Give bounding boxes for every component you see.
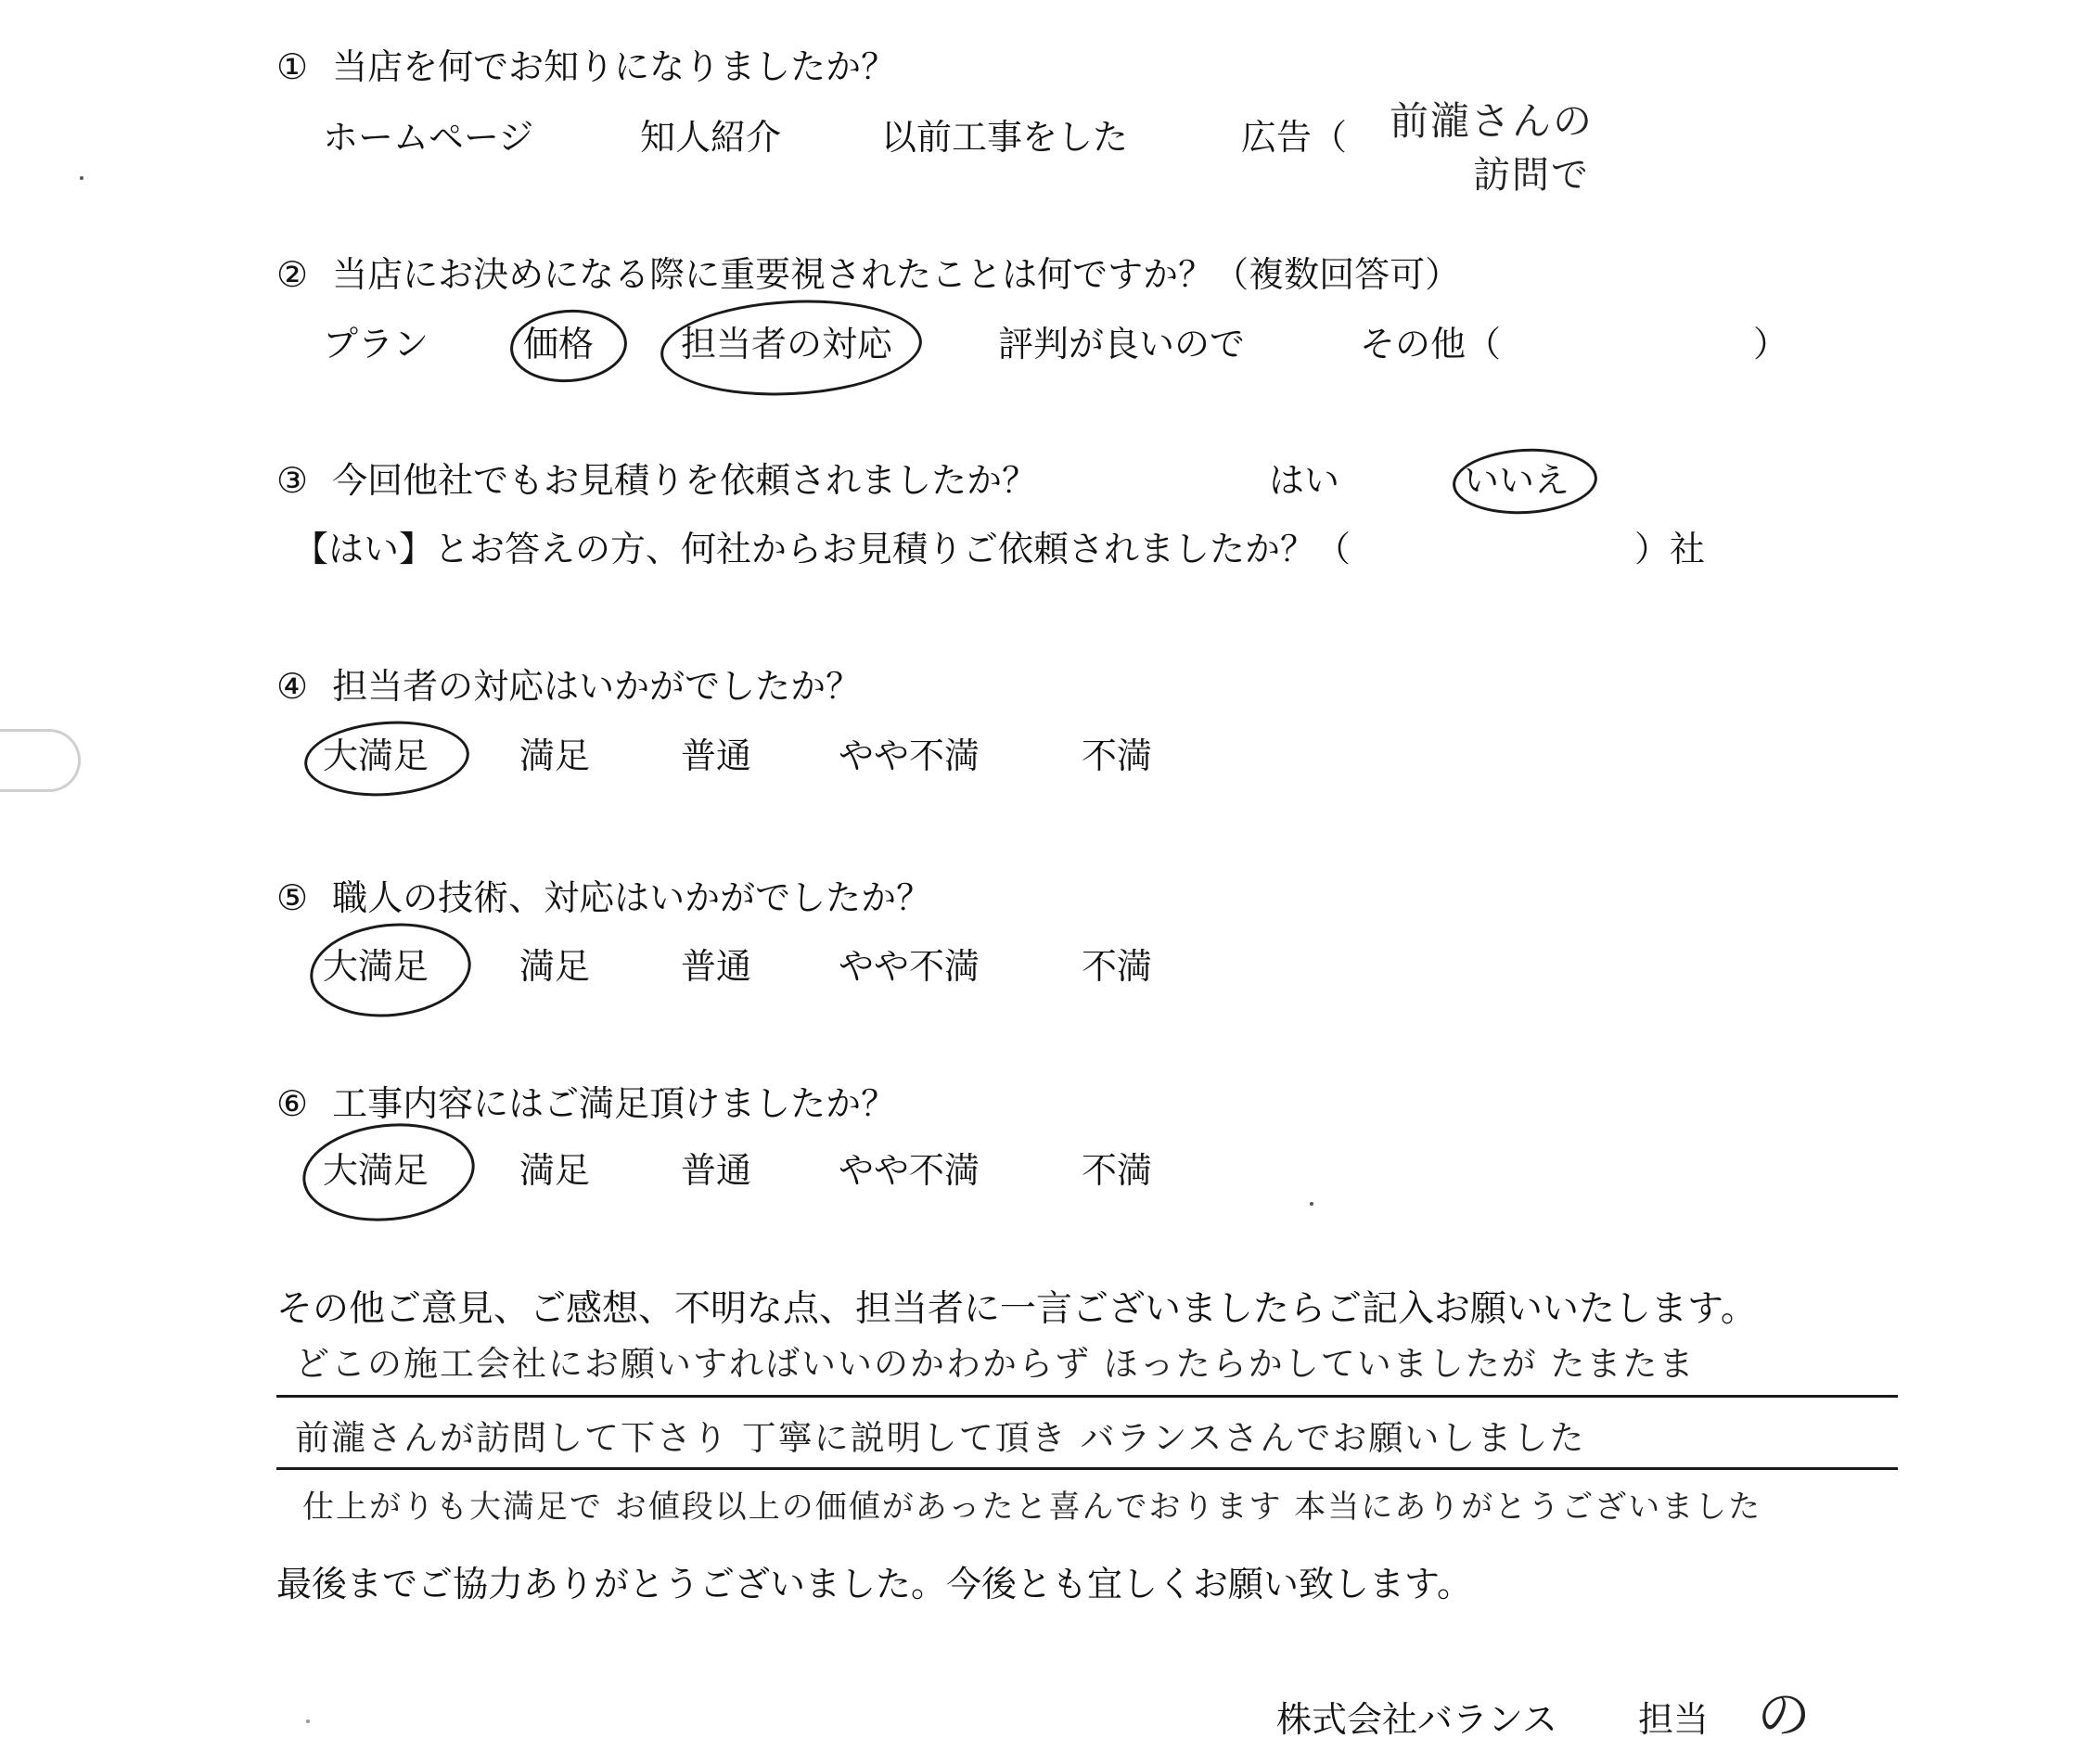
closing-message: 最後までご協力ありがとうございました。今後とも宜しくお願い致します。 [276, 1564, 1472, 1604]
q1-option-advertisement[interactable]: 広告（ [1241, 117, 1348, 158]
q6-option-somewhat-dissatisfied[interactable]: やや不満 [839, 1150, 980, 1191]
q1-option-homepage[interactable]: ホームページ [323, 117, 534, 158]
comment-line-1[interactable]: どこの施工会社にお願いすればいいのかわからず ほったらかしていましたが たまたま [295, 1344, 1696, 1384]
q6-text: 工事内容にはご満足頂けましたか？ [332, 1083, 897, 1124]
q3-number: ③ [276, 460, 309, 501]
q5-heading [276, 876, 931, 920]
q5-option-satisfied[interactable]: 満足 [519, 946, 591, 987]
q5-number: ⑤ [276, 877, 309, 918]
q6-option-very-satisfied[interactable]: 大満足 [323, 1150, 429, 1191]
q2-option-price[interactable]: 価格 [523, 324, 595, 364]
comments-prompt: その他ご意見、ご感想、不明な点、担当者に一言ございましたらご記入お願いいたします。 [276, 1288, 1757, 1330]
q2-text: 当店にお決めになる際に重要視されたことは何ですか？（複数回答可） [332, 254, 1461, 295]
comment-line-3[interactable]: 仕上がりも大満足で お値段以上の価値があったと喜んでおります 本当にありがとうございました [302, 1489, 1762, 1526]
q1-handwritten-line1: 前瀧さんの [1390, 98, 1595, 144]
q6-option-dissatisfied[interactable]: 不満 [1082, 1150, 1153, 1191]
q3-heading [276, 458, 1037, 503]
q4-number: ④ [276, 666, 309, 707]
q1-number: ① [276, 46, 309, 87]
scan-speck [306, 1719, 310, 1723]
q1-option-previous-work[interactable]: 以前工事をした [881, 117, 1129, 158]
q2-option-staff[interactable]: 担当者の対応 [681, 324, 893, 364]
q2-option-other[interactable]: その他（ [1360, 324, 1502, 364]
comment-line-2[interactable]: 前瀧さんが訪問して下さり 丁寧に説明して頂き バランスさんでお願いしました [295, 1418, 1586, 1458]
comment-rule-2 [276, 1467, 1898, 1470]
q2-heading [276, 252, 1460, 297]
q1-heading [276, 45, 896, 89]
scan-speck [1310, 1202, 1313, 1206]
q3-option-no[interactable]: いいえ [1464, 460, 1570, 501]
q4-text: 担当者の対応はいかがでしたか？ [332, 666, 862, 707]
q4-option-dissatisfied[interactable]: 不満 [1082, 735, 1153, 776]
q5-option-dissatisfied[interactable]: 不満 [1082, 946, 1153, 987]
staff-signature: の [1757, 1683, 1813, 1746]
q5-option-very-satisfied[interactable]: 大満足 [323, 946, 429, 987]
q3-followup-question: 【はい】とお答えの方、何社からお見積りご依頼されましたか？（ [293, 529, 1351, 569]
scan-punch-hole [0, 729, 81, 792]
q6-heading [276, 1081, 896, 1126]
q3-option-yes[interactable]: はい [1269, 460, 1340, 501]
q3-followup-count-unit: ）社 [1634, 529, 1706, 569]
q4-option-satisfied[interactable]: 満足 [519, 735, 591, 776]
q2-option-other-close: ） [1753, 324, 1789, 364]
q1-text: 当店を何でお知りになりましたか？ [332, 46, 897, 87]
q5-text: 職人の技術、対応はいかがでしたか？ [332, 877, 932, 918]
q4-heading [276, 664, 861, 709]
q6-option-satisfied[interactable]: 満足 [519, 1150, 591, 1191]
staff-label: 担当 [1638, 1699, 1710, 1740]
q6-option-normal[interactable]: 普通 [681, 1150, 752, 1191]
comment-rule-1 [276, 1395, 1898, 1398]
q5-option-normal[interactable]: 普通 [681, 946, 752, 987]
q3-text: 今回他社でもお見積りを依頼されましたか？ [332, 460, 1038, 501]
q1-handwritten-line2: 訪問で [1473, 154, 1590, 197]
scan-speck [80, 176, 83, 180]
company-name: 株式会社バランス [1276, 1699, 1557, 1740]
q4-option-very-satisfied[interactable]: 大満足 [323, 735, 429, 776]
q4-option-somewhat-dissatisfied[interactable]: やや不満 [839, 735, 980, 776]
q4-option-normal[interactable]: 普通 [681, 735, 752, 776]
q2-option-reputation[interactable]: 評判が良いので [998, 324, 1246, 364]
q5-option-somewhat-dissatisfied[interactable]: やや不満 [839, 946, 980, 987]
q6-number: ⑥ [276, 1083, 309, 1124]
q1-option-referral[interactable]: 知人紹介 [640, 117, 782, 158]
q2-option-plan[interactable]: プラン [323, 324, 429, 364]
q2-number: ② [276, 254, 309, 295]
